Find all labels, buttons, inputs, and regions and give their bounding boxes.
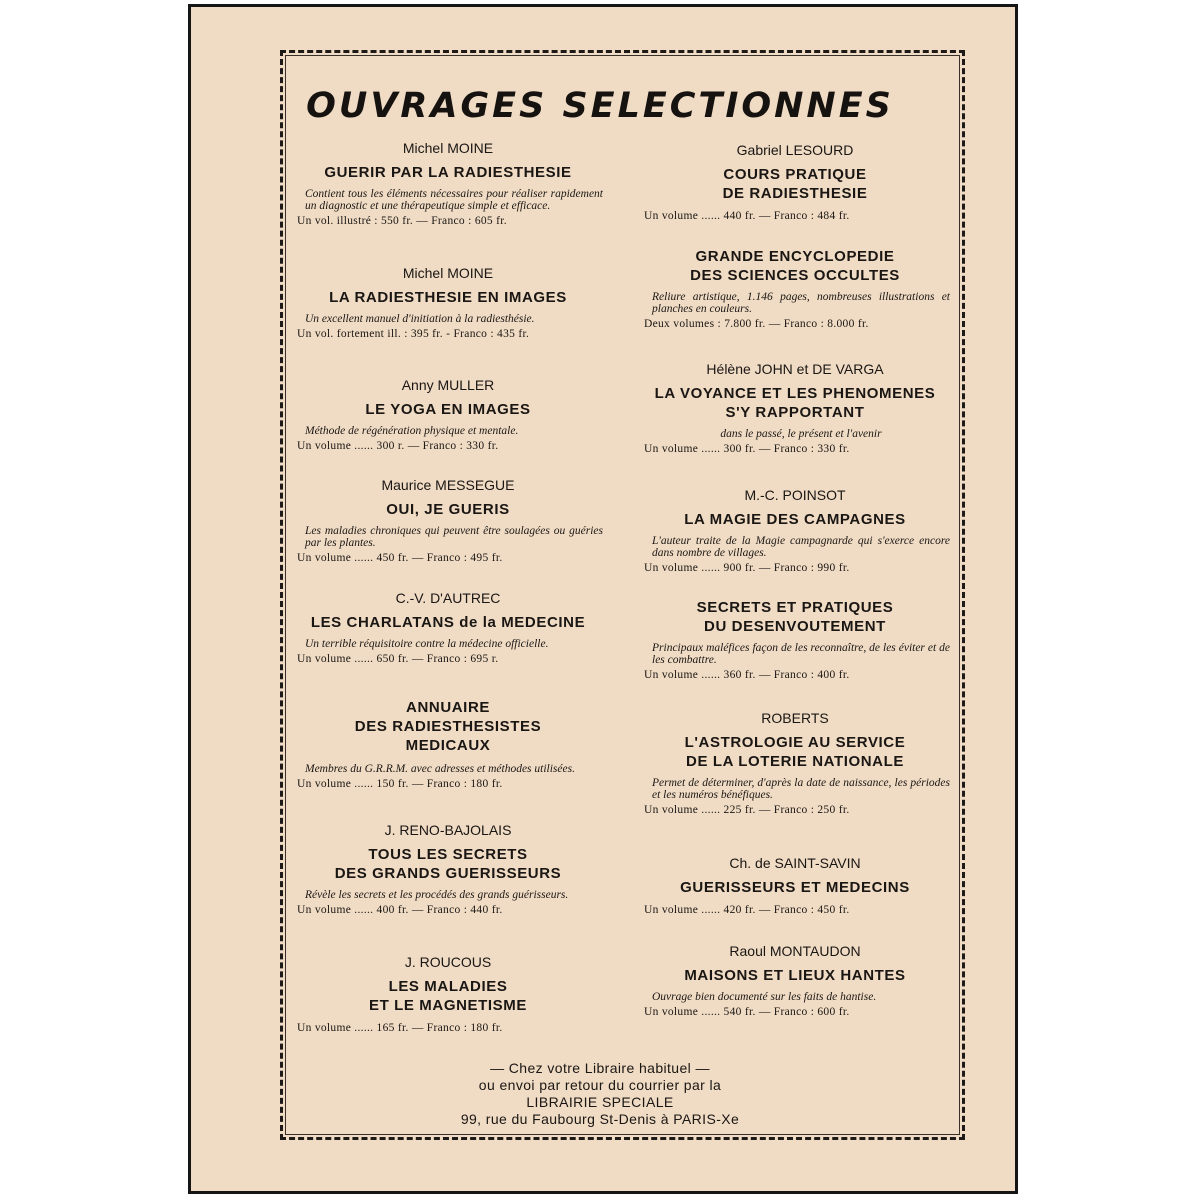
book-description: Permet de déterminer, d'après la date de naissance, les périodes et les numéros bénéfiques.	[652, 777, 950, 801]
book-price: Un volume ...... 360 fr. — Franco : 400 fr.	[644, 669, 850, 681]
book-author: M.-C. POINSOT	[744, 487, 846, 503]
book-description: dans le passé, le présent et l'avenir	[720, 428, 882, 440]
book-description: Méthode de régénération physique et mentale.	[305, 425, 519, 437]
book-title: GRANDE ENCYCLOPEDIE	[695, 248, 895, 265]
book-entry	[640, 710, 950, 817]
book-price: Un volume ...... 300 r. — Franco : 330 fr.	[297, 440, 499, 452]
book-title: DE RADIESTHESIE	[722, 185, 868, 202]
book-title: DES RADIESTHESISTES	[354, 718, 542, 735]
book-title: TOUS LES SECRETS	[368, 846, 528, 863]
book-title: GUERISSEURS ET MEDECINS	[680, 879, 910, 896]
book-price: Deux volumes : 7.800 fr. — Franco : 8.000 fr.	[644, 318, 869, 330]
page-title: OUVRAGES SELECTIONNES	[306, 86, 894, 126]
book-title: LES CHARLATANS de la MEDECINE	[310, 614, 586, 631]
book-price: Un volume ...... 150 fr. — Franco : 180 fr.	[297, 778, 503, 790]
book-author: C.-V. D'AUTREC	[395, 590, 501, 606]
book-description: Contient tous les éléments nécessaires pour réaliser rapidement un diagnostic et une thérapeutique simple et efficace.	[305, 188, 603, 212]
book-author: Maurice MESSEGUE	[381, 477, 515, 493]
book-description: L'auteur traite de la Magie campagnarde qui s'exerce encore dans nombre de villages.	[652, 535, 950, 559]
book-price: Un volume ...... 440 fr. — Franco : 484 fr.	[644, 210, 850, 222]
book-description: Ouvrage bien documenté sur les faits de hantise.	[652, 991, 877, 1003]
book-entry	[640, 142, 950, 223]
book-author: ROBERTS	[761, 710, 829, 726]
book-description: Révèle les secrets et les procédés des grands guérisseurs.	[305, 889, 569, 901]
book-entry	[640, 247, 950, 331]
book-description: Reliure artistique, 1.146 pages, nombreuses illustrations et planches en couleurs.	[652, 291, 950, 315]
book-price: Un volume ...... 300 fr. — Franco : 330 fr.	[644, 443, 850, 455]
book-description: Principaux maléfices façon de les reconnaître, de les éviter et de les combattre.	[652, 642, 950, 666]
book-author: Michel MOINE	[402, 140, 494, 156]
book-price: Un volume ...... 540 fr. — Franco : 600 fr.	[644, 1006, 850, 1018]
book-title: MAISONS ET LIEUX HANTES	[684, 967, 906, 984]
book-price: Un vol. illustré : 550 fr. — Franco : 605 fr.	[297, 215, 507, 227]
book-title: LES MALADIES	[388, 978, 508, 995]
book-title: DE LA LOTERIE NATIONALE	[686, 753, 904, 770]
book-author: J. ROUCOUS	[404, 954, 492, 970]
book-title: L'ASTROLOGIE AU SERVICE	[684, 734, 906, 751]
book-title: LA VOYANCE ET LES PHENOMENES	[654, 385, 936, 402]
book-title: SECRETS ET PRATIQUES	[696, 599, 894, 616]
book-title: ANNUAIRE	[406, 699, 490, 716]
book-title: MEDICAUX	[405, 737, 491, 754]
book-title: ET LE MAGNETISME	[369, 997, 527, 1014]
book-entry	[640, 361, 950, 456]
book-title: GUERIR PAR LA RADIESTHESIE	[324, 164, 572, 181]
footer-line-libraire: — Chez votre Libraire habituel —	[490, 1060, 710, 1076]
book-author: Michel MOINE	[402, 265, 494, 281]
book-title: LA MAGIE DES CAMPAGNES	[684, 511, 906, 528]
book-description: Les maladies chroniques qui peuvent être soulagées ou guéries par les plantes.	[305, 525, 603, 549]
book-author: J. RENO-BAJOLAIS	[384, 822, 512, 838]
book-price: Un volume ...... 900 fr. — Franco : 990 fr.	[644, 562, 850, 574]
book-author: Raoul MONTAUDON	[729, 943, 861, 959]
footer-line-librairie: LIBRAIRIE SPECIALE	[526, 1094, 674, 1110]
book-entry	[293, 590, 603, 666]
book-price: Un volume ...... 650 fr. — Franco : 695 r.	[297, 653, 499, 665]
book-entry	[293, 140, 603, 228]
book-title: DES GRANDS GUERISSEURS	[334, 865, 562, 882]
book-title: COURS PRATIQUE	[723, 166, 867, 183]
book-price: Un volume ...... 450 fr. — Franco : 495 fr.	[297, 552, 503, 564]
book-title: S'Y RAPPORTANT	[725, 404, 865, 421]
book-price: Un vol. fortement ill. : 395 fr. - Franco : 435 fr.	[297, 328, 530, 340]
footer-line-address: 99, rue du Faubourg St-Denis à PARIS-Xe	[460, 1111, 740, 1127]
book-description: Un terrible réquisitoire contre la médecine officielle.	[305, 638, 549, 650]
book-title: DES SCIENCES OCCULTES	[690, 267, 900, 284]
book-entry	[293, 954, 603, 1035]
book-author: Ch. de SAINT-SAVIN	[729, 855, 861, 871]
book-entry	[293, 265, 603, 341]
book-entry	[293, 822, 603, 917]
book-title: LA RADIESTHESIE EN IMAGES	[329, 289, 567, 306]
book-entry	[640, 598, 950, 682]
book-price: Un volume ...... 225 fr. — Franco : 250 fr.	[644, 804, 850, 816]
book-entry	[640, 943, 950, 1019]
footer-line-envoi: ou envoi par retour du courrier par la	[478, 1077, 722, 1093]
book-title: DU DESENVOUTEMENT	[704, 618, 886, 635]
book-entry	[640, 855, 950, 917]
book-price: Un volume ...... 400 fr. — Franco : 440 fr.	[297, 904, 503, 916]
book-description: Membres du G.R.R.M. avec adresses et méthodes utilisées.	[305, 763, 575, 775]
book-title: OUI, JE GUERIS	[386, 501, 510, 518]
book-description: Un excellent manuel d'initiation à la radiesthésie.	[305, 313, 535, 325]
book-title: LE YOGA EN IMAGES	[365, 401, 531, 418]
book-entry	[640, 487, 950, 575]
book-entry	[293, 698, 603, 791]
book-entry	[293, 377, 603, 453]
book-price: Un volume ...... 420 fr. — Franco : 450 fr.	[644, 904, 850, 916]
book-price: Un volume ...... 165 fr. — Franco : 180 fr.	[297, 1022, 503, 1034]
book-author: Gabriel LESOURD	[736, 142, 854, 158]
book-entry	[293, 477, 603, 565]
book-author: Anny MULLER	[401, 377, 495, 393]
book-author: Hélène JOHN et DE VARGA	[706, 361, 884, 377]
